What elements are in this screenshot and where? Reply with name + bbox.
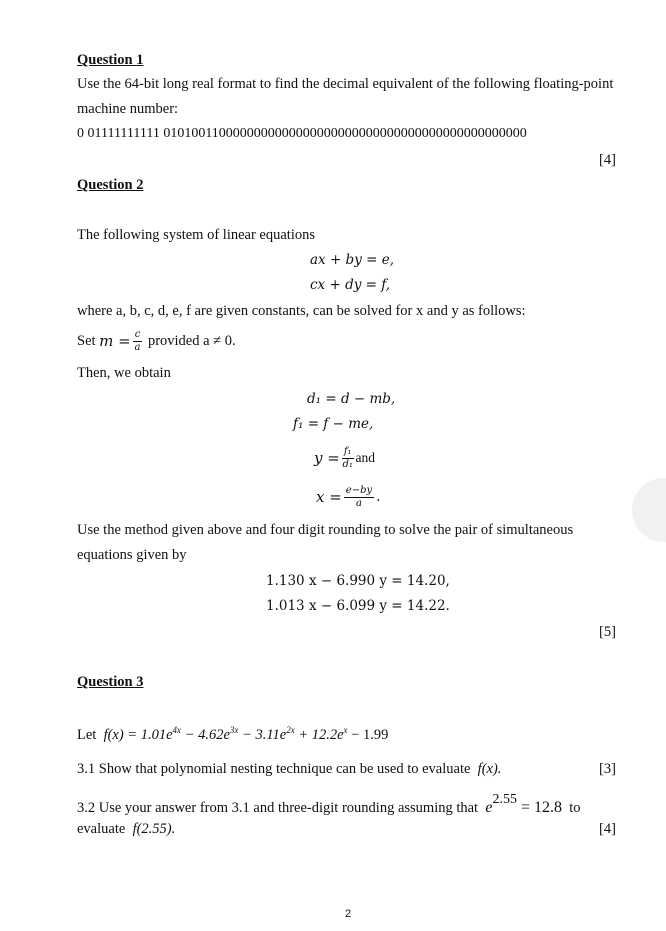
x-equation <box>316 480 380 514</box>
y-and-text: and <box>355 450 376 465</box>
provided-condition: provided a ≠ 0. <box>147 332 236 349</box>
e-base: e <box>485 798 493 816</box>
scroll-edge-indicator <box>632 478 666 542</box>
part-3-1-function: f(x). <box>477 761 502 777</box>
part-3-1-text <box>77 761 501 778</box>
linear-equation-1: ax + by = e, <box>310 252 394 268</box>
x-numerator: e−by <box>345 484 373 496</box>
x-period: . <box>376 489 381 505</box>
function-definition <box>77 725 388 744</box>
linear-equation-2: cx + dy = f, <box>310 277 391 293</box>
exponent-x: x <box>343 725 348 735</box>
y-equation <box>314 441 375 475</box>
question-1-marks: [4] <box>599 152 616 168</box>
question-1-heading: Question 1 <box>77 52 144 68</box>
y-fraction <box>342 447 354 470</box>
function-term-1: f(x) = 1.01e <box>103 726 173 743</box>
part-3-2-text-line-2 <box>77 821 175 838</box>
question-2-marks: [5] <box>599 624 616 640</box>
part-3-2-marks: [4] <box>599 821 616 837</box>
e-value: = 12.8 <box>516 798 562 816</box>
x-fraction <box>344 486 374 509</box>
set-label: Set <box>77 332 96 349</box>
d1-equation: d₁ = d − mb, <box>307 391 396 407</box>
part-3-1-instruction: 3.1 Show that polynomial nesting technique can be used to evaluate <box>77 761 471 777</box>
m-denominator: a <box>134 341 141 353</box>
x-denominator: a <box>355 497 362 509</box>
simultaneous-equation-1: 1.130 x − 6.990 y = 14.20, <box>266 573 450 589</box>
part-3-1-marks: [3] <box>599 761 616 777</box>
function-term-5: − 1.99 <box>347 726 389 743</box>
part-3-2-instruction: 3.2 Use your answer from 3.1 and three-digit rounding assuming that <box>77 799 479 816</box>
question-1-text-line-2: machine number: <box>77 101 179 117</box>
y-lhs: y = <box>314 449 340 467</box>
set-m-line <box>77 326 236 356</box>
y-numerator: f₁ <box>343 445 352 457</box>
y-denominator: d₁ <box>342 458 353 470</box>
then-text: Then, we obtain <box>77 365 171 381</box>
f1-equation: f₁ = f − me, <box>293 416 374 432</box>
question-3-heading: Question 3 <box>77 674 144 690</box>
m-numerator: c <box>134 328 141 340</box>
part-3-2-evaluate: evaluate <box>77 821 126 837</box>
function-term-3: − 3.11e <box>238 726 287 743</box>
question-2-where-text: where a, b, c, d, e, f are given constants, can be solved for x and y as follows: <box>77 303 526 319</box>
m-lhs: m = <box>99 332 131 350</box>
m-fraction <box>133 330 143 353</box>
let-label: Let <box>77 726 97 743</box>
exponent-2x: 2x <box>286 725 295 735</box>
function-term-2: − 4.62e <box>181 726 230 743</box>
question-1-text-line-1: Use the 64-bit long real format to find the decimal equivalent of the following floating-point <box>77 76 614 92</box>
exponent-4x: 4x <box>172 725 182 735</box>
machine-number-bits: 0 01111111111 0101001100000000000000000000000000000000000000000000 <box>77 126 527 141</box>
part-3-2-text-line-1 <box>77 792 581 817</box>
x-lhs: x = <box>316 488 342 506</box>
method-instruction-line-2: equations given by <box>77 547 187 563</box>
e-exponent: 2.55 <box>492 792 517 807</box>
page-number: 2 <box>345 908 352 920</box>
part-3-2-to: to <box>569 799 581 816</box>
method-instruction-line-1: Use the method given above and four digit rounding to solve the pair of simultaneous <box>77 522 574 538</box>
exponent-3x: 3x <box>229 725 239 735</box>
function-term-4: + 12.2e <box>294 726 344 743</box>
simultaneous-equation-2: 1.013 x − 6.099 y = 14.22. <box>266 598 450 614</box>
part-3-2-function: f(2.55). <box>132 821 176 837</box>
question-2-heading: Question 2 <box>77 177 144 193</box>
question-2-intro: The following system of linear equations <box>77 227 315 243</box>
